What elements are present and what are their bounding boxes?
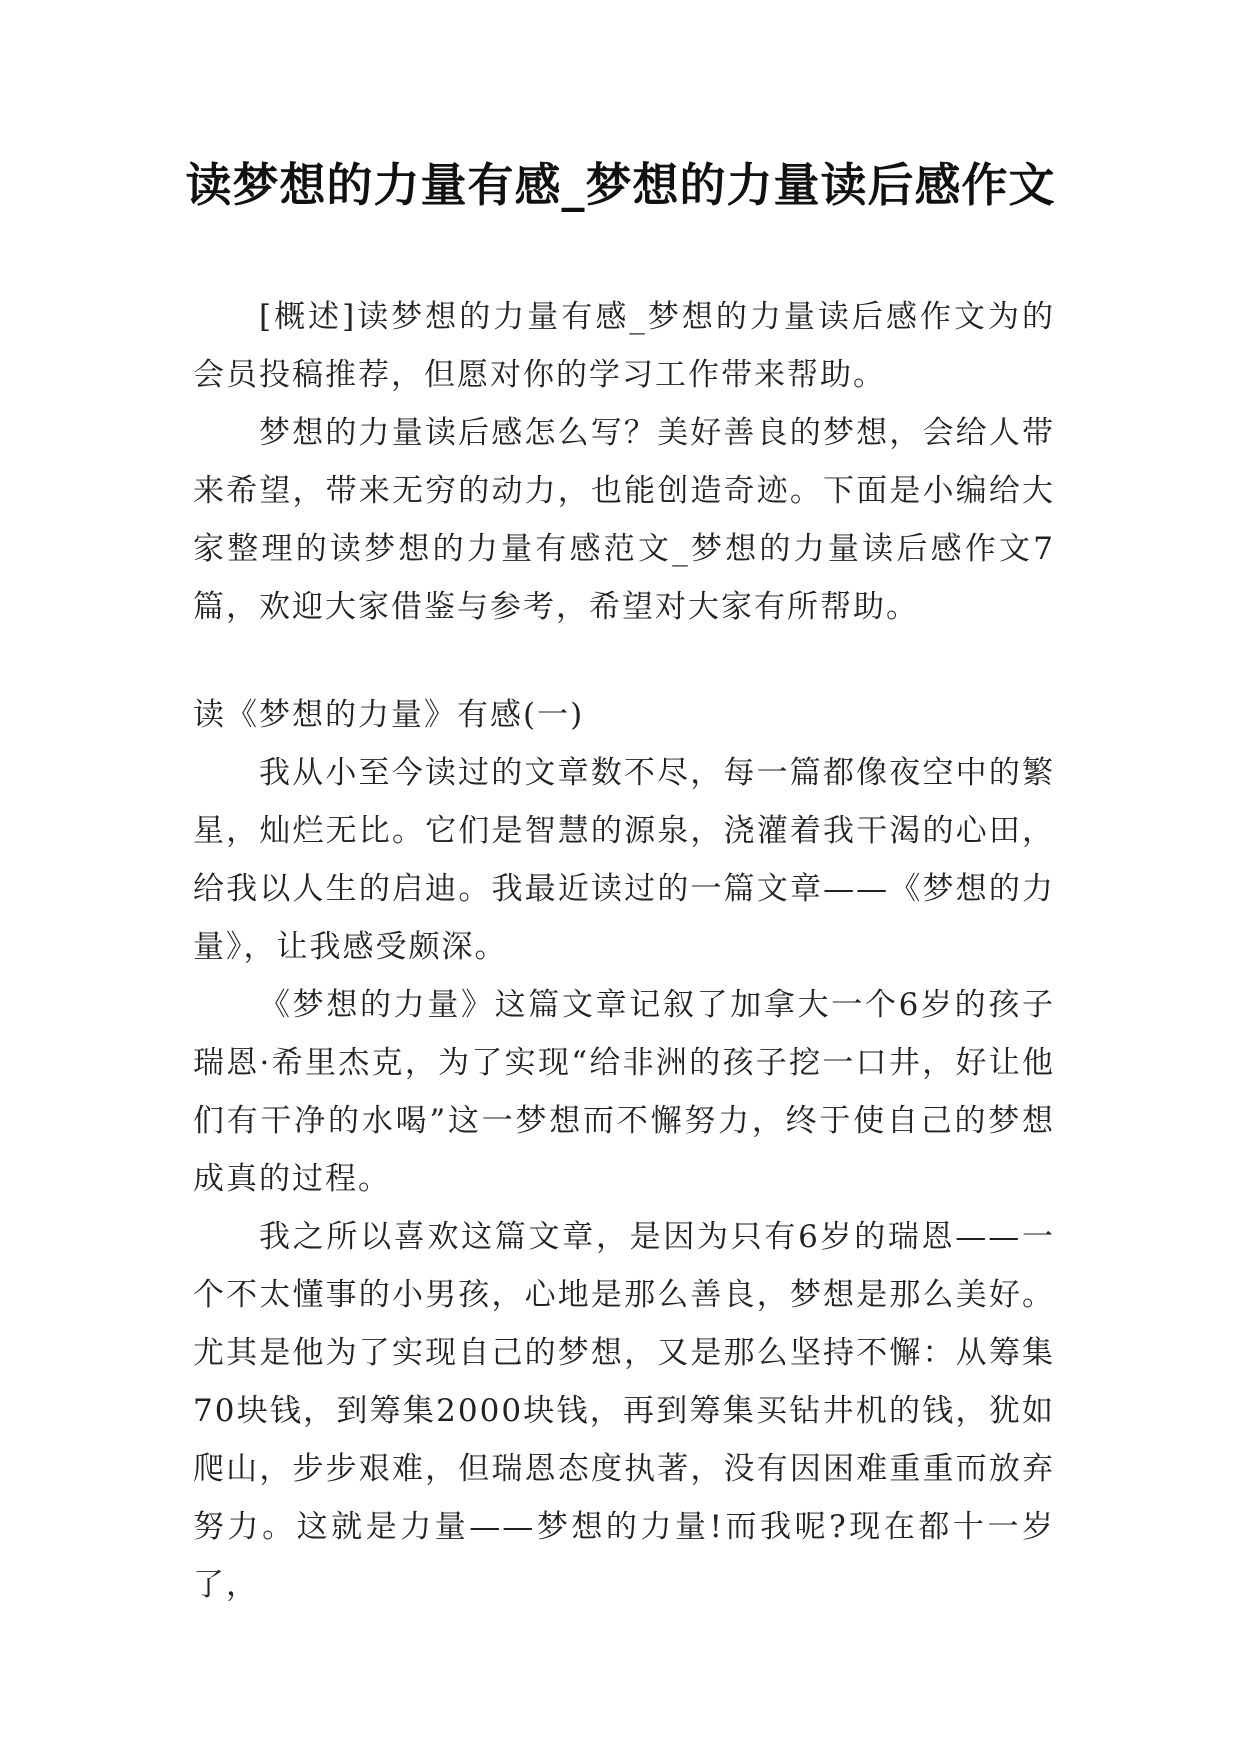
body-paragraph: 《梦想的力量》这篇文章记叙了加拿大一个6岁的孩子瑞恩·希里杰克，为了实现“给非洲的孩子挖一口井，好让他们有干净的水喝”这一梦想而不懈努力，终于使自己的梦想成真的过程。	[193, 987, 1055, 1197]
document-title: 读梦想的力量有感_梦想的力量读后感作文	[185, 158, 1056, 212]
body-paragraph: 我从小至今读过的文章数不尽，每一篇都像夜空中的繁星，灿烂无比。它们是智慧的源泉，浇灌着我干渴的心田，给我以人生的启迪。我最近读过的一篇文章——《梦想的力量》，让我感受颇深。	[193, 755, 1055, 965]
section-heading: 读《梦想的力量》有感(一)	[193, 697, 585, 733]
intro-paragraph: 梦想的力量读后感怎么写？美好善良的梦想，会给人带来希望，带来无穷的动力，也能创造奇迹。下面是小编给大家整理的读梦想的力量有感范文_梦想的力量读后感作文7篇，欢迎大家借鉴与参考，希望对大家有所帮助。	[193, 415, 1055, 625]
intro-paragraph: [概述]读梦想的力量有感_梦想的力量读后感作文为的会员投稿推荐，但愿对你的学习工作带来帮助。	[193, 299, 1055, 393]
body-paragraph: 我之所以喜欢这篇文章，是因为只有6岁的瑞恩——一个不太懂事的小男孩，心地是那么善良，梦想是那么美好。尤其是他为了实现自己的梦想，又是那么坚持不懈：从筹集70块钱，到筹集2000块钱，再到筹集买钻井机的钱，犹如爬山，步步艰难，但瑞恩态度执著，没有因困难重重而放弃努力。这就是力量——梦想的力量!而我呢?现在都十一岁了，	[193, 1219, 1055, 1603]
document-body	[193, 288, 1055, 1614]
